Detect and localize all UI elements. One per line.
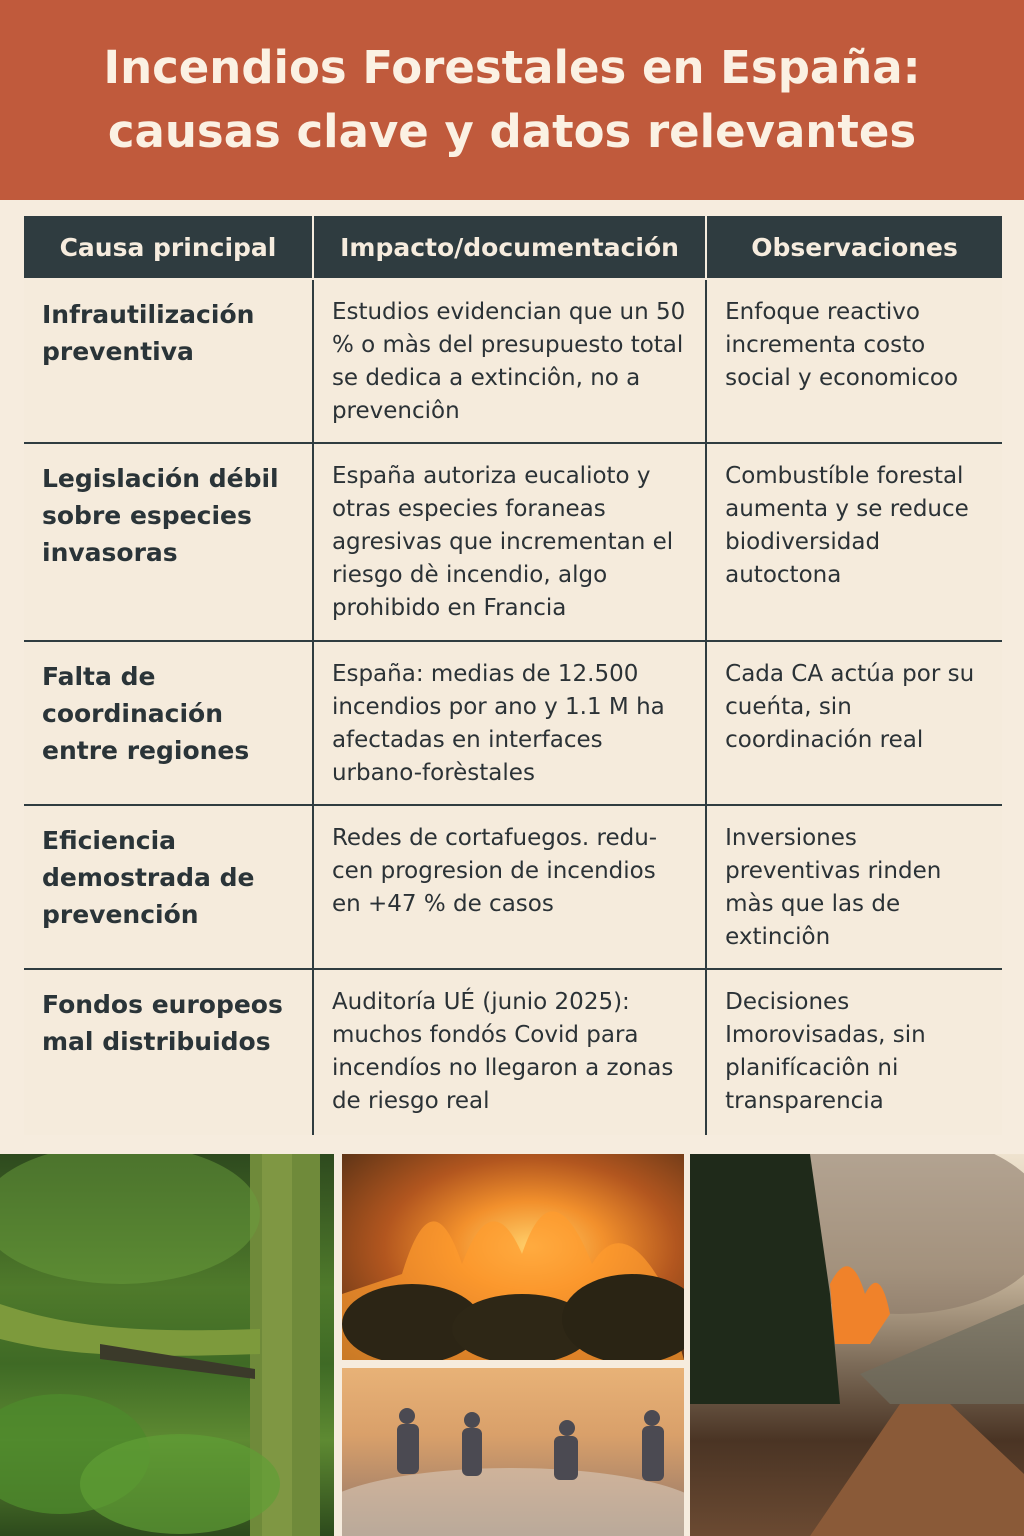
cause-cell: Falta de coordinación entre regiones [24,641,313,805]
table-row [24,443,1002,641]
table-header-row [24,216,1002,279]
notes-cell: Enfoque reactivo incrementa costo social y economicoo [706,279,1002,443]
table-row [24,805,1002,969]
cause-cell: Infrautilización preventiva [24,279,313,443]
wildfire-photo-illustration [342,1154,684,1360]
wildfire-photo [342,1154,684,1360]
smoke-road-photo [690,1154,1024,1536]
causes-table [24,216,1002,1135]
column-header-cause: Causa principal [24,216,313,279]
impact-cell: Estudios evidencian que un 50 % o màs del presupuesto total se dedica a extinciôn, no a prevenciôn [313,279,706,443]
cause-cell: Eficiencia demostrada de prevención [24,805,313,969]
impact-cell: Redes de cortafuegos. redu- cen progresion de incendios en +47 % de casos [313,805,706,969]
table-row [24,279,1002,443]
cause-cell: Fondos europeos mal distribuidos [24,969,313,1135]
column-header-impact: Impacto/documentación [313,216,706,279]
notes-cell: Decisiones Imorovisadas, sin planifícaciôn ni transparencia [706,969,1002,1135]
column-header-notes: Observaciones [706,216,1002,279]
impact-cell: España: medias de 12.500 incendios por ano y 1.1 M ha afectadas en interfaces urbano-forèstales [313,641,706,805]
title-banner [0,0,1024,200]
cause-cell: Legislación débil sobre especies invasoras [24,443,313,641]
notes-cell: Cada CA actúa por su cueńta, sin coordinación real [706,641,1002,805]
forest-photo [0,1154,334,1536]
impact-cell: España autoriza eucalioto y otras especies foraneas agresivas que incrementan el riesgo dè incendio, algo prohibido en Francia [313,443,706,641]
page-title-line-1: Incendios Forestales en España: [103,41,921,94]
table-row [24,641,1002,805]
forest-photo-illustration [0,1154,334,1536]
firefighters-photo-illustration [342,1368,684,1536]
notes-cell: Combustíble forestal aumenta y se reduce biodiversidad autoctona [706,443,1002,641]
table-row [24,969,1002,1135]
firefighters-photo [342,1368,684,1536]
smoke-road-photo-illustration [690,1154,1024,1536]
page-title-line-2: causas clave y datos relevantes [107,105,917,158]
photo-collage [0,1154,1024,1536]
notes-cell: Inversiones preventivas rinden màs que las de extinciôn [706,805,1002,969]
impact-cell: Auditoría UÉ (junio 2025): muchos fondós Covid para incendíos no llegaron a zonas de riesgo real [313,969,706,1135]
